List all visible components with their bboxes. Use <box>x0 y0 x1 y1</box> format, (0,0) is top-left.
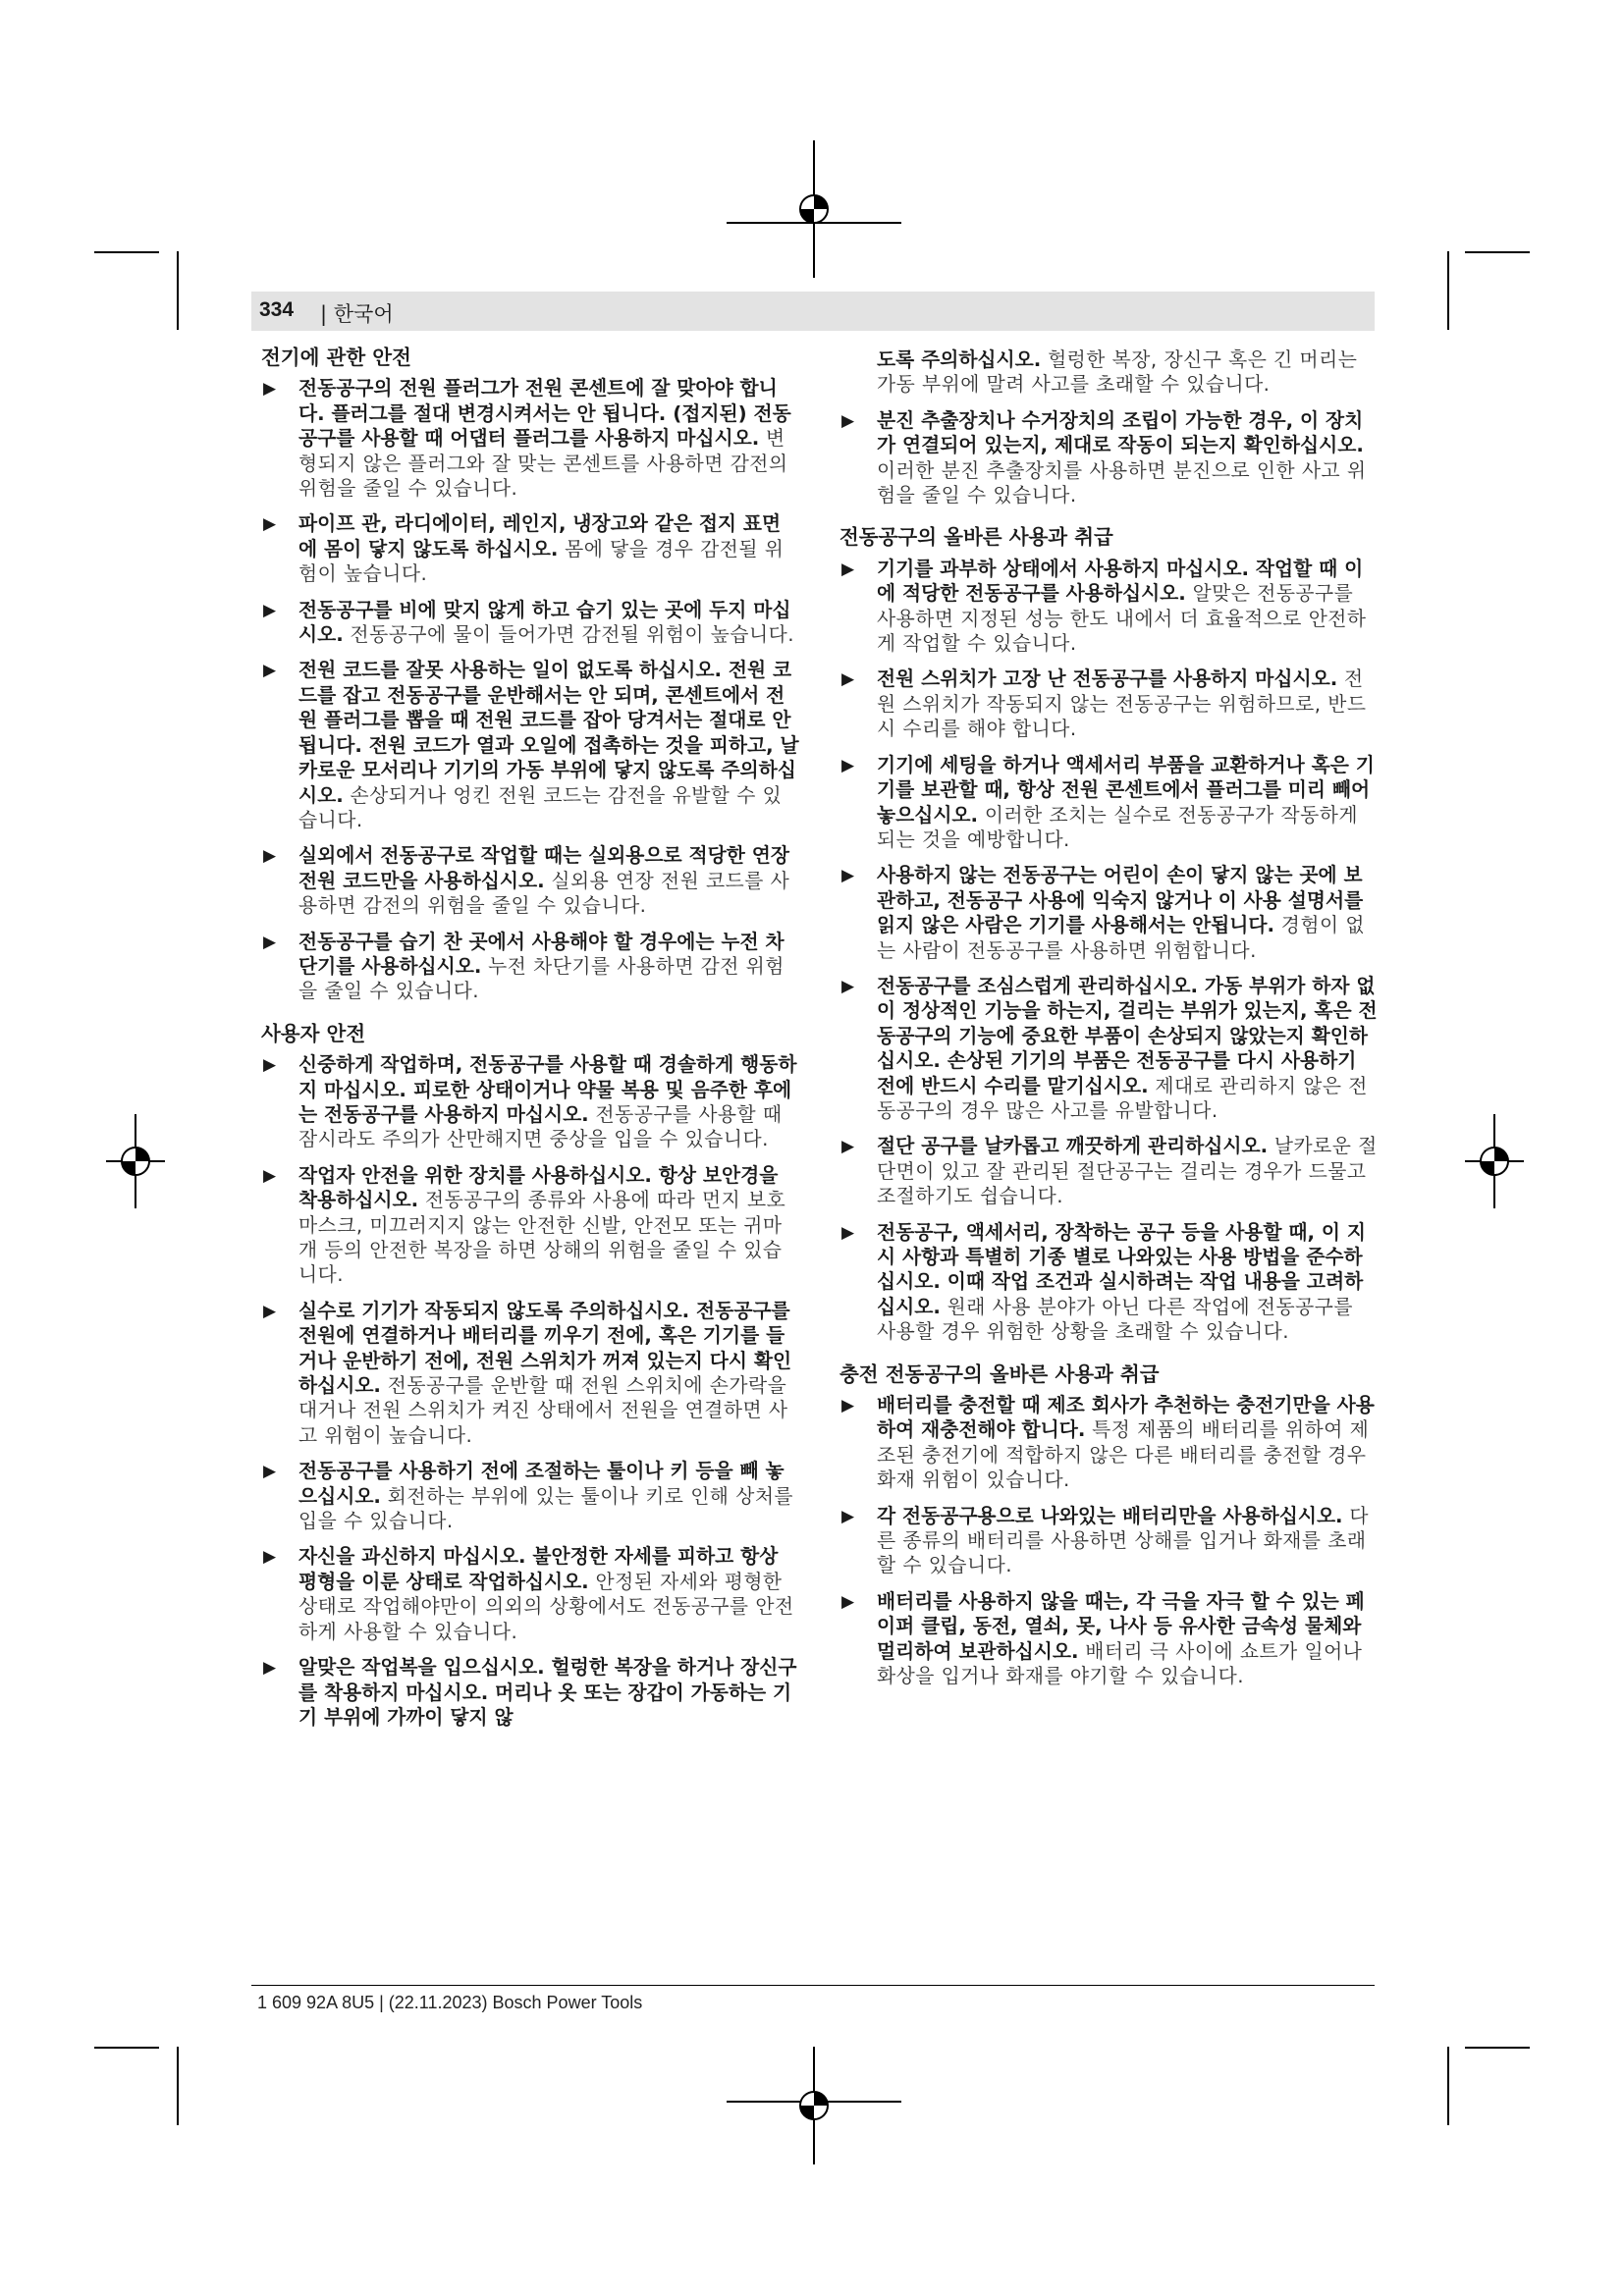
bullet-icon: ▶ <box>263 661 277 681</box>
section-title: 사용자 안전 <box>261 1021 366 1045</box>
bullet-icon: ▶ <box>263 1658 277 1679</box>
bullet-icon: ▶ <box>263 1165 277 1186</box>
item-text: 회전하는 부위에 있는 툴이나 키로 인해 상처를 입을 수 있습니다. <box>298 1484 794 1533</box>
item-bold-text: 도록 주의하십시오. <box>877 348 1042 371</box>
item-text: 배터리 극 사이에 쇼트가 일어나 화상을 입거나 화재를 야기할 수 있습니다. <box>877 1639 1363 1688</box>
list-item <box>261 658 799 832</box>
item-bold-text: 사용하지 않는 전동공구는 어린이 손이 닿지 않는 곳에 보관하고, 전동공구 사용에 익숙지 않거나 이 사용 설명서를 읽지 않은 사람은 기기를 사용해서는 안됩니다. <box>877 864 1364 937</box>
registration-mark <box>727 140 901 278</box>
list-item <box>839 1134 1378 1208</box>
item-text: 이러한 조치는 실수로 전동공구가 작동하게 되는 것을 예방합니다. <box>877 803 1358 851</box>
bullet-icon: ▶ <box>263 379 277 400</box>
item-bold-text: 알맞은 작업복을 입으십시오. 헐렁한 복장을 하거나 장신구를 착용하지 마십시오. 머리나 옷 또는 장갑이 가동하는 기기 부위에 가까이 닿지 않 <box>298 1656 797 1729</box>
item-bold-text: 실수로 기기가 작동되지 않도록 주의하십시오. 전동공구를 전원에 연결하거나 배터리를 끼우기 전에, 혹은 기기를 들거나 운반하기 전에, 전원 스위치가 꺼져 있는지 다시 확인하십시오. <box>298 1299 792 1398</box>
item-text: 전동공구를 사용할 때 잠시라도 주의가 산만해지면 중상을 입을 수 있습니다. <box>298 1102 783 1151</box>
list-item <box>839 1393 1378 1493</box>
item-bold-text: 기기를 과부하 상태에서 사용하지 마십시오. 작업할 때 이에 적당한 전동공구를 사용하십시오. <box>877 557 1364 606</box>
item-bold-text: 자신을 과신하지 마십시오. 불안정한 자세를 피하고 항상 평형을 이룬 상태로 작업하십시오. <box>298 1545 779 1593</box>
item-text: 특정 제품의 배터리를 위하여 제조된 충전기에 적합하지 않은 다른 배터리를 충전할 경우 화재 위험이 있습니다. <box>877 1418 1370 1492</box>
list-item <box>839 1504 1378 1578</box>
bullet-icon: ▶ <box>841 1222 855 1243</box>
item-text: 누전 차단기를 사용하면 감전 위험을 줄일 수 있습니다. <box>298 954 785 1003</box>
item-text: 제대로 관리하지 않은 전동공구의 경우 많은 사고를 유발합니다. <box>877 1074 1368 1122</box>
item-bold-text: 절단 공구를 날카롭고 깨끗하게 관리하십시오. <box>877 1135 1269 1158</box>
crop-mark <box>1465 2047 1530 2049</box>
bullet-icon: ▶ <box>263 932 277 952</box>
bullet-icon: ▶ <box>263 1055 277 1076</box>
bullet-icon: ▶ <box>263 1301 277 1321</box>
list-item <box>261 1299 799 1448</box>
bullet-icon: ▶ <box>841 669 855 690</box>
item-text: 변형되지 않은 플러그와 잘 맞는 콘센트를 사용하면 감전의 위험을 줄일 수 있습니다. <box>298 427 788 501</box>
item-text: 전동공구에 물이 들어가면 감전될 위험이 높습니다. <box>343 623 795 647</box>
item-text: 날카로운 절단면이 있고 잘 관리된 절단공구는 걸리는 경우가 드물고 조절하기도 쉽습니다. <box>877 1135 1378 1208</box>
crop-mark <box>1447 251 1449 330</box>
list-item <box>261 1163 799 1288</box>
list-item <box>261 1655 799 1730</box>
list-item <box>839 753 1378 853</box>
registration-mark <box>1465 1114 1524 1208</box>
item-text: 경험이 없는 사람이 전동공구를 사용하면 위험합니다. <box>877 914 1366 962</box>
list-item <box>261 843 799 918</box>
item-text: 몸에 닿을 경우 감전될 위험이 높습니다. <box>298 537 785 586</box>
item-bold-text: 배터리를 충전할 때 제조 회사가 추천하는 충전기만을 사용하여 재충전해야 합니다. <box>877 1394 1375 1442</box>
item-text: 전원 스위치가 작동되지 않는 전동공구는 위험하므로, 반드시 수리를 해야 합니다. <box>877 667 1367 741</box>
item-text: 전동공구를 운반할 때 전원 스위치에 손가락을 대거나 전원 스위치가 켜진 상태에서 전원을 연결하면 사고 위험이 높습니다. <box>298 1374 788 1447</box>
bullet-icon: ▶ <box>841 410 855 431</box>
page-number: 334 <box>259 298 295 321</box>
item-bold-text: 실외에서 전동공구로 작업할 때는 실외용으로 적당한 연장 전원 코드만을 사용하십시오. <box>298 844 789 892</box>
list-item <box>839 557 1378 657</box>
footer-divider <box>251 1985 1375 1986</box>
item-bold-text: 파이프 관, 라디에이터, 레인지, 냉장고와 같은 접지 표면에 몸이 닿지 않도록 하십시오. <box>298 512 782 561</box>
registration-mark <box>727 2047 901 2164</box>
item-bold-text: 전동공구를 비에 맞지 않게 하고 습기 있는 곳에 두지 마십시오. <box>298 598 791 647</box>
bullet-icon: ▶ <box>263 514 277 535</box>
list-item <box>261 511 799 586</box>
item-bold-text: 전원 스위치가 고장 난 전동공구를 사용하지 마십시오. <box>877 667 1338 691</box>
list-item <box>261 1052 799 1152</box>
item-text: 전동공구의 종류와 사용에 따라 먼지 보호 마스크, 미끄러지지 않는 안전한 신발, 안전모 또는 귀마개 등의 안전한 복장을 하면 상해의 위험을 줄일 수 있습니다. <box>298 1189 786 1287</box>
section-power-tool-use <box>839 525 1378 1344</box>
item-bold-text: 기기에 세팅을 하거나 액세서리 부품을 교환하거나 혹은 기기를 보관할 때, 항상 전원 콘센트에서 플러그를 미리 빼어 놓으십시오. <box>877 753 1375 827</box>
crop-mark <box>1447 2047 1449 2125</box>
bullet-icon: ▶ <box>841 1137 855 1157</box>
language-label: | 한국어 <box>320 302 394 326</box>
item-text: 손상되거나 엉킨 전원 코드는 감전을 유발할 수 있습니다. <box>298 783 783 831</box>
list-item <box>839 408 1378 508</box>
item-bold-text: 전동공구, 액세서리, 장착하는 공구 등을 사용할 때, 이 지시 사항과 특별히 기종 별로 나와있는 사용 방법을 준수하십시오. 이때 작업 조건과 실시하려는 작업 내용을 고려하십시오. <box>877 1220 1367 1318</box>
item-text: 알맞은 전동공구를 사용하면 지정된 성능 한도 내에서 더 효율적으로 안전하게 작업할 수 있습니다. <box>877 582 1367 656</box>
item-bold-text: 전원 코드를 잘못 사용하는 일이 없도록 하십시오. 전원 코드를 잡고 전동공구를 운반해서는 안 되며, 콘센트에서 전원 플러그를 뽑을 때 전원 코드를 잡아 당겨서는 절대로 안 됩니다. 전원 코드가 열과 오일에 접촉하는 것을 피하고, 날카로운 모서리나 기기의 가동 부위에 닿지 않도록 주의하십시오. <box>298 659 799 807</box>
item-text: 헐렁한 복장, 장신구 혹은 긴 머리는 가동 부위에 말려 사고를 초래할 수 있습니다. <box>877 348 1358 397</box>
item-bold-text: 작업자 안전을 위한 장치를 사용하십시오. 항상 보안경을 착용하십시오. <box>298 1163 779 1212</box>
bullet-icon: ▶ <box>841 1591 855 1612</box>
continued-item <box>877 347 1378 398</box>
right-column <box>839 347 1378 1700</box>
list-item <box>839 1589 1378 1689</box>
crop-mark <box>94 251 159 253</box>
bullet-icon: ▶ <box>841 976 855 996</box>
item-text: 안정된 자세와 평형한 상태로 작업해야만이 의외의 상황에서도 전동공구를 안전하게 사용할 수 있습니다. <box>298 1570 794 1643</box>
bullet-icon: ▶ <box>263 1462 277 1482</box>
item-bold-text: 전동공구의 전원 플러그가 전원 콘센트에 잘 맞아야 합니다. 플러그를 절대 변경시켜서는 안 됩니다. (접지된) 전동공구를 사용할 때 어댑터 플러그를 사용하지 마십시오. <box>298 377 791 451</box>
bullet-icon: ▶ <box>841 755 855 775</box>
section-personal-safety <box>261 1022 799 1731</box>
item-bold-text: 전동공구를 습기 찬 곳에서 사용해야 할 경우에는 누전 차단기를 사용하십시오. <box>298 930 785 978</box>
item-bold-text: 전동공구를 조심스럽게 관리하십시오. 가동 부위가 하자 없이 정상적인 기능을 하는지, 걸리는 부위가 있는지, 혹은 전동공구의 기능에 중요한 부품이 손상되지 않았는지 확인하십시오. 손상된 기기의 부품은 전동공구를 다시 사용하기 전에 반드시 수리를 맡기십시오. <box>877 974 1378 1097</box>
crop-mark <box>177 2047 179 2125</box>
list-item <box>839 667 1378 741</box>
section-battery-tool-use <box>839 1362 1378 1689</box>
section-title: 전동공구의 올바른 사용과 취급 <box>839 525 1113 550</box>
bullet-icon: ▶ <box>841 1506 855 1526</box>
list-item <box>839 1220 1378 1345</box>
list-item <box>839 863 1378 963</box>
section-title: 전기에 관한 안전 <box>261 346 411 369</box>
section-title: 충전 전동공구의 올바른 사용과 취급 <box>839 1362 1160 1386</box>
item-bold-text: 전동공구를 사용하기 전에 조절하는 툴이나 키 등을 빼 놓으십시오. <box>298 1460 785 1508</box>
item-bold-text: 분진 추출장치나 수거장치의 조립이 가능한 경우, 이 장치가 연결되어 있는지, 제대로 작동이 되는지 확인하십시오. <box>877 408 1364 457</box>
section-electrical-safety <box>261 346 799 1004</box>
bullet-icon: ▶ <box>841 1396 855 1416</box>
bullet-icon: ▶ <box>263 600 277 620</box>
bullet-icon: ▶ <box>841 866 855 886</box>
left-column <box>261 346 799 1740</box>
crop-mark <box>177 251 179 330</box>
item-bold-text: 신중하게 작업하며, 전동공구를 사용할 때 경솔하게 행동하지 마십시오. 피로한 상태이거나 약물 복용 및 음주한 후에는 전동공구를 사용하지 마십시오. <box>298 1053 797 1126</box>
item-text: 실외용 연장 전원 코드를 사용하면 감전의 위험을 줄일 수 있습니다. <box>298 869 790 918</box>
bullet-icon: ▶ <box>263 1547 277 1568</box>
bullet-icon: ▶ <box>263 846 277 867</box>
item-bold-text: 각 전동공구용으로 나와있는 배터리만을 사용하십시오. <box>877 1504 1343 1527</box>
list-item <box>261 1544 799 1644</box>
registration-mark <box>106 1114 165 1208</box>
item-text: 다른 종류의 배터리를 사용하면 상해를 입거나 화재를 초래할 수 있습니다. <box>877 1504 1369 1577</box>
item-text: 원래 사용 분야가 아닌 다른 작업에 전동공구를 사용할 경우 위험한 상황을 초래할 수 있습니다. <box>877 1295 1353 1344</box>
list-item <box>261 598 799 648</box>
page-footer: 1 609 92A 8U5 | (22.11.2023) Bosch Power Tools <box>257 1993 643 2012</box>
list-item <box>839 974 1378 1123</box>
crop-mark <box>1465 251 1530 253</box>
list-item <box>261 1459 799 1533</box>
list-item <box>261 376 799 501</box>
crop-mark <box>94 2047 159 2049</box>
list-item <box>261 930 799 1004</box>
page-header <box>251 292 1375 331</box>
item-text: 이러한 분진 추출장치를 사용하면 분진으로 인한 사고 위험을 줄일 수 있습니다. <box>877 458 1367 507</box>
bullet-icon: ▶ <box>841 559 855 579</box>
item-bold-text: 배터리를 사용하지 않을 때는, 각 극을 자극 할 수 있는 페이퍼 클립, 동전, 열쇠, 못, 나사 등 유사한 금속성 물체와 멀리하여 보관하십시오. <box>877 1589 1365 1663</box>
